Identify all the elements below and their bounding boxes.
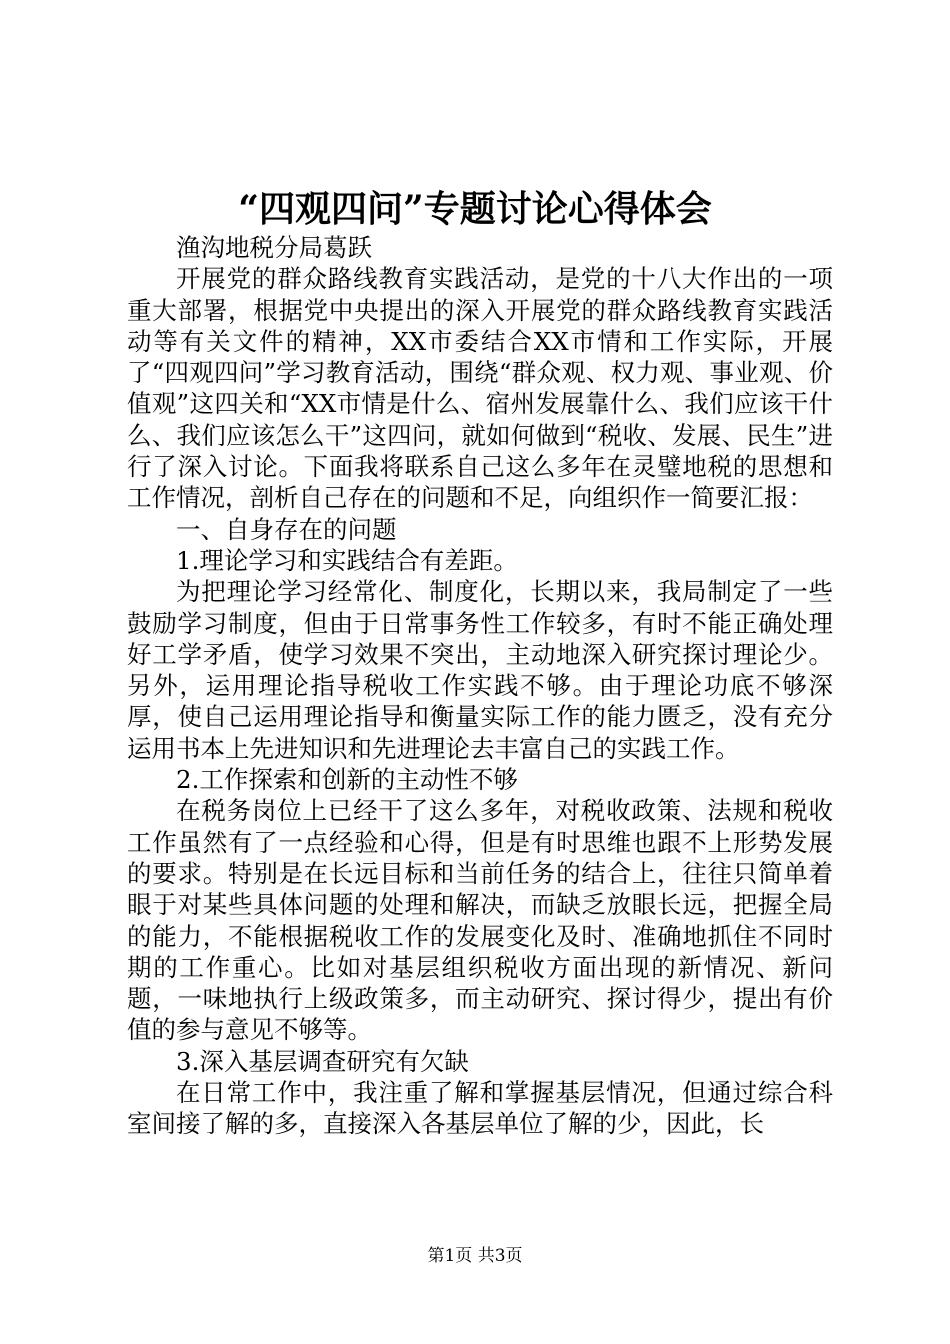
author-line: 渔沟地税分局葛跃 — [176, 233, 372, 262]
paragraph: 为把理论学习经常化、制度化，长期以来，我局制定了一些鼓励学习制度，但由于日常事务性工作较多，有时不能正确处理好工学矛盾，使学习效果不突出，主动地深入研究探讨理论少。另外，运用理论指导税收工作实践不够。由于理论功底不够深厚，使自己运用理论指导和衡量实际工作的能力匮乏，没有充分运用书本上先进知识和先进理论去丰富自己的实践工作。 — [127, 577, 833, 763]
paragraph: 开展党的群众路线教育实践活动，是党的十八大作出的一项重大部署，根据党中央提出的深入开展党的群众路线教育实践活动等有关文件的精神，XX市委结合XX市情和工作实际，开展了“四观四问”学习教育活动，围绕“群众观、权力观、事业观、价值观”这四关和“XX市情是什么、宿州发展靠什么、我们应该干什么、我们应该怎么干”这四问，就如何做到“税收、发展、民生”进行了深入讨论。下面我将联系自己这么多年在灵璧地税的思想和工作情况，剖析自己存在的问题和不足，向组织作一简要汇报： — [127, 264, 833, 513]
document-body — [127, 232, 833, 1140]
document-title: “四观四问”专题讨论心得体会 — [238, 188, 712, 230]
page-number-footer: 第1页 共3页 — [427, 1246, 523, 1266]
paragraph: 在日常工作中，我注重了解和掌握基层情况，但通过综合科室间接了解的多，直接深入各基层单位了解的少，因此，长 — [127, 1078, 833, 1139]
section-heading: 一、自身存在的问题 — [176, 514, 397, 544]
subsection-heading: 3.深入基层调查研究有欠缺 — [176, 1046, 469, 1076]
subsection-heading: 2.工作探索和创新的主动性不够 — [176, 765, 518, 795]
paragraph: 在税务岗位上已经干了这么多年，对税收政策、法规和税收工作虽然有了一点经验和心得，但是有时思维也跟不上形势发展的要求。特别是在长远目标和当前任务的结合上，往往只简单着眼于对某些具体问题的处理和解决，而缺乏放眼长远，把握全局的能力，不能根据税收工作的发展变化及时、准确地抓住不同时期的工作重心。比如对基层组织税收方面出现的新情况、新问题，一味地执行上级政策多，而主动研究、探讨得少，提出有价值的参与意见不够等。 — [127, 796, 833, 1045]
subsection-heading: 1.理论学习和实践结合有差距。 — [176, 545, 518, 575]
